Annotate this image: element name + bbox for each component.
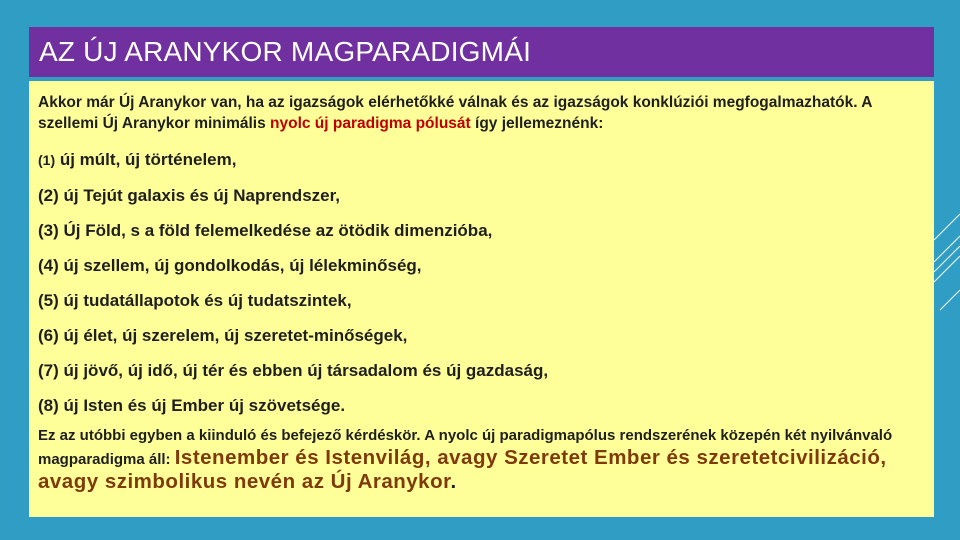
list-item: (4) új szellem, új gondolkodás, új lélekminőség, bbox=[38, 256, 422, 275]
slide-title: AZ ÚJ ARANYKOR MAGPARADIGMÁI bbox=[39, 36, 532, 67]
title-bar bbox=[29, 27, 934, 77]
list-item: (7) új jövő, új idő, új tér és ebben új társadalom és új gazdaság, bbox=[38, 361, 549, 380]
outro-small-text: Ez az utóbbi egyben a kiinduló és befejező kérdéskör. A nyolc új paradigmapólus rendszerének közepén két nyilvánvaló magparadigma áll: bbox=[38, 427, 893, 468]
list-item: (2) új Tejút galaxis és új Naprendszer, bbox=[38, 186, 340, 205]
outro-emphasis: Istenember és Istenvilág, avagy Szeretet Ember és szeretetcivilizáció, avagy szimbolikus nevén az Új Aranykor bbox=[38, 446, 887, 493]
intro-text-start: Akkor már Új Aranykor van, ha az igazságok elérhetőkké válnak és az igazságok konklúziói megfogalmazhatók. A szellemi Új Aranykor minimális bbox=[38, 94, 872, 132]
outro-period: . bbox=[450, 470, 457, 493]
list-item bbox=[38, 142, 925, 178]
outro-paragraph bbox=[38, 425, 925, 495]
list-item: (8) új Isten és új Ember új szövetsége. bbox=[38, 396, 346, 415]
list-item-number: (1) bbox=[38, 152, 56, 168]
intro-text-end: így jellemeznénk: bbox=[470, 115, 604, 132]
content-box bbox=[29, 81, 934, 517]
intro-highlight: nyolc új paradigma pólusát bbox=[270, 115, 471, 132]
paradigm-list bbox=[38, 142, 925, 423]
list-item: (6) új élet, új szerelem, új szeretet-minőségek, bbox=[38, 326, 408, 345]
intro-paragraph bbox=[38, 92, 925, 134]
list-item-text: új múlt, új történelem, bbox=[55, 150, 237, 169]
list-item: (5) új tudatállapotok és új tudatszintek, bbox=[38, 291, 352, 310]
list-item: (3) Új Föld, s a föld felemelkedése az ötödik dimenzióba, bbox=[38, 221, 493, 240]
